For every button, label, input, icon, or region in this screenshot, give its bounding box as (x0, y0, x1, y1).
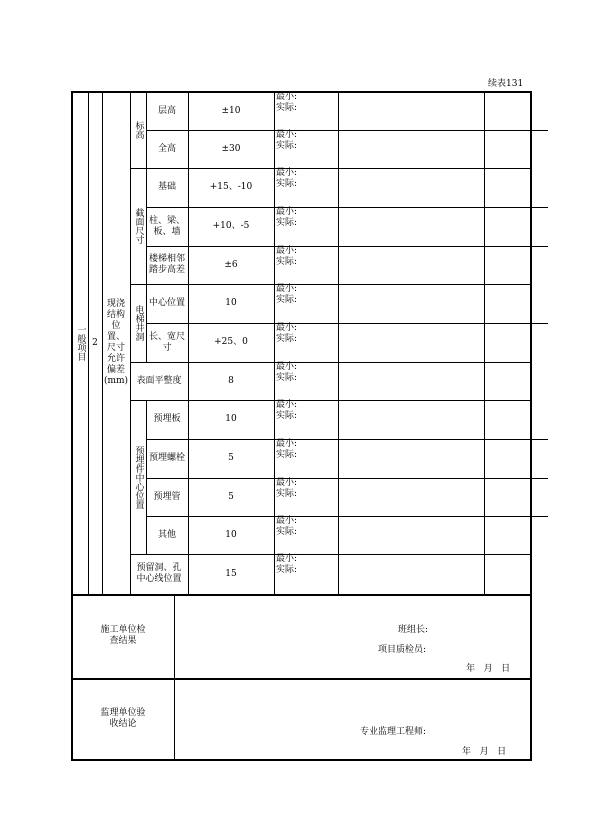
row-actual: 实际: (276, 179, 298, 189)
row-measure (276, 400, 338, 439)
row-actual: 实际: (276, 257, 298, 267)
row-label: 预埋板 (153, 414, 181, 424)
row-tolerance: ±10 (221, 105, 241, 116)
row-label: 层高 (157, 105, 176, 116)
row-tolerance: 10 (225, 414, 237, 424)
row-tolerance: 5 (228, 491, 234, 502)
row-measure (276, 439, 338, 478)
row-label: 长、宽尺寸 (149, 331, 186, 353)
row-min: 最小: (276, 323, 298, 333)
row-tolerance: 5 (228, 453, 234, 463)
row-min: 最小: (276, 400, 298, 410)
row-label: 预埋管 (153, 491, 181, 502)
grid-line (484, 92, 485, 594)
row-actual: 实际: (276, 373, 298, 383)
row-measure (276, 130, 338, 168)
row-min: 最小: (276, 168, 298, 178)
group-elevation: 标高 (133, 121, 144, 139)
item-title: 现浇结构位置、尺寸允许偏差(mm) (103, 299, 129, 386)
row-tolerance: +15、-10 (209, 182, 253, 192)
row-tolerance: 10 (225, 298, 237, 308)
engineer-label: 专业监理工程师: (360, 727, 427, 737)
row-tolerance: ±30 (221, 143, 241, 154)
row-min: 最小: (276, 516, 298, 526)
row-measure (276, 92, 338, 130)
row-actual: 实际: (276, 489, 298, 499)
row-min: 最小: (276, 246, 298, 256)
row-actual: 实际: (276, 450, 298, 460)
row-actual: 实际: (276, 565, 298, 575)
row-measure (276, 478, 338, 516)
item-number: 2 (92, 337, 98, 348)
row-min: 最小: (276, 207, 298, 217)
inspector-label: 项目质检员: (378, 645, 427, 655)
row-min: 最小: (276, 92, 298, 102)
group-elevator: 电梯井洞 (133, 305, 144, 341)
row-tolerance: ±6 (224, 259, 238, 270)
grid-line (174, 594, 175, 760)
row-label: 表面平整度 (136, 375, 182, 386)
row-label: 预埋螺栓 (149, 453, 186, 463)
row-min: 最小: (276, 362, 298, 372)
construction-date: 年 月 日 (466, 664, 511, 674)
continuation-label: 续表131 (488, 79, 524, 89)
row-actual: 实际: (276, 527, 298, 537)
row-label: 全高 (157, 143, 176, 154)
row-measure (276, 246, 338, 284)
row-measure (276, 168, 338, 207)
row-min: 最小: (276, 130, 298, 140)
row-actual: 实际: (276, 295, 298, 305)
row-tolerance: 8 (228, 375, 234, 386)
row-actual: 实际: (276, 103, 298, 113)
grid-line (274, 92, 275, 594)
construction-label: 施工单位检查结果 (100, 625, 146, 646)
row-tolerance: +10、-5 (212, 221, 250, 231)
row-min: 最小: (276, 554, 298, 564)
row-min: 最小: (276, 284, 298, 294)
supervision-date: 年 月 日 (462, 747, 507, 757)
row-measure (276, 207, 338, 246)
row-measure (276, 516, 338, 554)
row-label: 基础 (157, 182, 176, 192)
row-min: 最小: (276, 478, 298, 488)
grid-line (338, 92, 339, 594)
row-tolerance: 15 (225, 568, 237, 579)
row-actual: 实际: (276, 218, 298, 228)
row-measure (276, 284, 338, 323)
row-label: 预留洞、孔中心线位置 (136, 563, 182, 584)
row-label: 其他 (157, 529, 176, 540)
row-label: 中心位置 (149, 298, 186, 308)
row-min: 最小: (276, 439, 298, 449)
row-actual: 实际: (276, 141, 298, 151)
group-embedded: 预埋件中心位置 (133, 445, 144, 509)
row-label: 楼梯相邻踏步高差 (149, 254, 186, 275)
team-leader-label: 班组长: (398, 625, 429, 635)
row-actual: 实际: (276, 334, 298, 344)
row-tolerance: 10 (225, 529, 237, 540)
row-label: 柱、梁、板、墙 (149, 215, 186, 237)
main-category: 一般项目 (75, 325, 86, 361)
supervision-label: 监理单位验收结论 (100, 708, 146, 729)
group-section: 截面尺寸 (133, 208, 144, 244)
grid-line (530, 91, 532, 761)
row-actual: 实际: (276, 411, 298, 421)
row-measure (276, 362, 338, 400)
row-tolerance: +25、0 (214, 337, 248, 347)
row-measure (276, 323, 338, 362)
row-measure (276, 554, 338, 594)
